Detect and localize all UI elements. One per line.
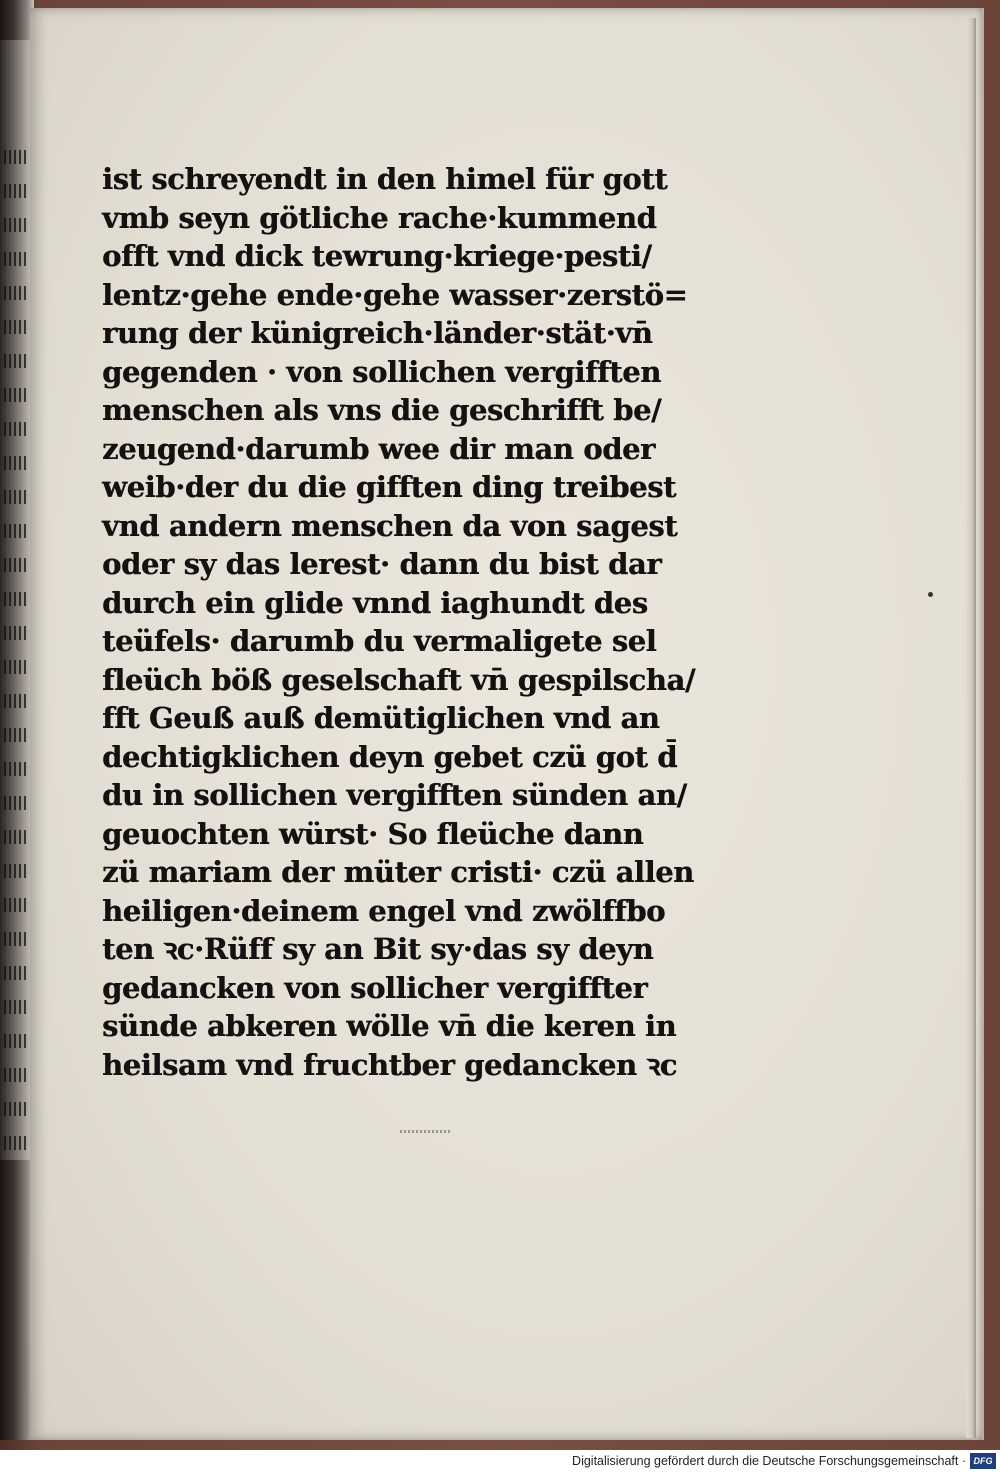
text-line: weib·der du die gifften ding treibest xyxy=(102,470,677,504)
bleed-through-mark xyxy=(4,524,28,538)
bleed-through-mark xyxy=(4,1136,28,1150)
bleed-through-mark xyxy=(4,660,28,674)
bleed-through-mark xyxy=(4,184,28,198)
bleed-through-mark xyxy=(4,558,28,572)
bleed-through-mark xyxy=(4,898,28,912)
previous-page-edge xyxy=(0,40,30,1160)
bleed-through-mark xyxy=(4,1102,28,1116)
bleed-through-mark xyxy=(4,490,28,504)
bleed-through-mark xyxy=(4,762,28,776)
text-line: gedancken von sollicher vergiffter xyxy=(102,970,648,1005)
bleed-through-mark xyxy=(4,218,28,232)
bleed-through-mark xyxy=(4,966,28,980)
dfg-logo: DFG xyxy=(970,1453,996,1469)
bleed-through-mark xyxy=(4,1000,28,1014)
funding-credit: Digitalisierung gefördert durch die Deutsche Forschungsgemeinschaft · xyxy=(572,1454,966,1468)
footer-bar xyxy=(0,1450,1000,1473)
text-line: zü mariam der müter cristi· czü allen xyxy=(102,855,694,889)
text-line: offt vnd dick tewrung·kriege·pesti/ xyxy=(102,239,652,273)
bleed-through-mark xyxy=(4,320,28,334)
text-line: fft Geuß auß demütiglichen vnd an xyxy=(102,701,660,735)
text-line: ten ꝛc·Rüff sy an Bit sy·das sy deyn xyxy=(102,932,654,966)
text-block xyxy=(102,160,722,1084)
text-line: rung der künigreich·länder·stät·vn̄ xyxy=(102,316,653,350)
bleed-through-mark xyxy=(4,864,28,878)
bleed-through-mark xyxy=(4,626,28,640)
bleed-through-mark xyxy=(4,456,28,470)
bleed-through-mark xyxy=(4,728,28,742)
bleed-through-mark xyxy=(4,592,28,606)
bleed-through-mark xyxy=(4,422,28,436)
page-edge xyxy=(966,18,976,1438)
text-line: ist schreyendt in den himel für gott xyxy=(102,162,668,196)
bleed-through-mark xyxy=(4,354,28,368)
text-line: sünde abkeren wölle vn̄ die keren in xyxy=(102,1009,677,1043)
bleed-through-mark xyxy=(4,150,28,164)
text-line: fleüch böß geselschaft vn̄ gespilscha/ xyxy=(102,662,696,697)
footer-mark xyxy=(400,1130,452,1133)
text-line: menschen als vns die geschrifft be/ xyxy=(102,393,662,427)
text-line: lentz·gehe ende·gehe wasser·zerstö= xyxy=(102,277,688,312)
bleed-through-mark xyxy=(4,1068,28,1082)
text-line: heiligen·deinem engel vnd zwölffbo xyxy=(102,893,666,928)
text-line: vnd andern menschen da von sagest xyxy=(102,508,678,543)
book-page xyxy=(30,8,984,1440)
text-line: gegenden · von sollichen vergifften xyxy=(102,354,661,389)
bleed-through-mark xyxy=(4,286,28,300)
text-line: teüfels· darumb du vermaligete sel xyxy=(102,624,657,658)
text-line: durch ein glide vnnd iaghundt des xyxy=(102,585,648,620)
text-line: geuochten würst· So fleüche dann xyxy=(102,816,644,851)
text-line: vmb seyn götliche rache·kummend xyxy=(102,200,657,235)
bleed-through-mark xyxy=(4,796,28,810)
text-line: dechtigklichen deyn gebet czü got d̄ xyxy=(102,739,678,774)
text-line: du in sollichen vergifften sünden an/ xyxy=(102,778,687,812)
ink-spot xyxy=(928,592,933,597)
bleed-through-mark xyxy=(4,252,28,266)
text-line: zeugend·darumb wee dir man oder xyxy=(102,431,655,466)
bleed-through-mark xyxy=(4,830,28,844)
bleed-through-mark xyxy=(4,388,28,402)
text-line: oder sy das lerest· dann du bist dar xyxy=(102,547,662,581)
bleed-through-mark xyxy=(4,932,28,946)
text-line: heilsam vnd fruchtber gedancken ꝛc xyxy=(102,1047,677,1082)
bleed-through-mark xyxy=(4,1034,28,1048)
bleed-through-mark xyxy=(4,694,28,708)
